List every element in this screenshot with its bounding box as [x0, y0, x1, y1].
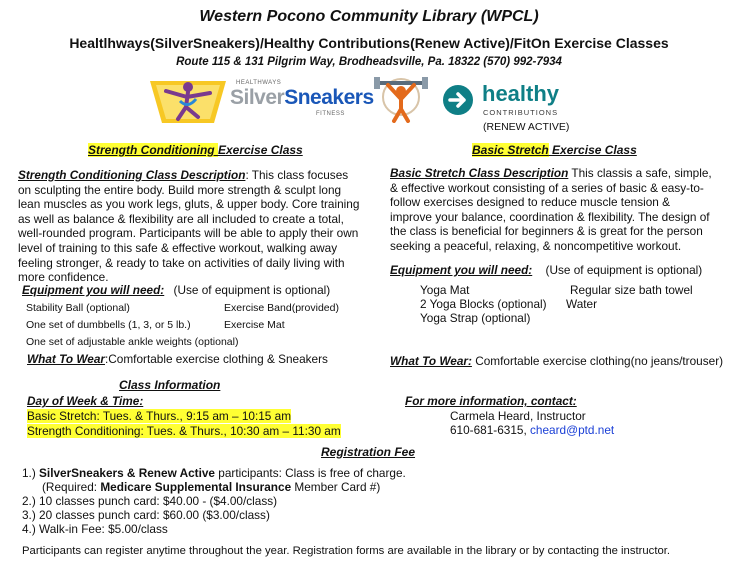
strength-what-to-wear: [27, 352, 328, 367]
strength-wear-text: :Comfortable exercise clothing & Sneakers: [105, 352, 328, 366]
equip-item: One set of dumbbells (1, 3, or 5 lb.): [26, 319, 191, 331]
strength-equipment-line: [22, 283, 330, 298]
renew-active-label: (RENEW ACTIVE): [483, 121, 570, 133]
class-info-heading: [119, 378, 220, 392]
silversneakers-sneakers: Sneakers: [284, 86, 374, 109]
fee-item-3: 3.) 20 classes punch card: $60.00 ($3.00/class): [22, 508, 270, 522]
equip-item: Regular size bath towel: [570, 283, 693, 297]
instructor-phone: 610-681-6315,: [450, 423, 531, 437]
strength-equip-note: (Use of equipment is optional): [173, 283, 331, 297]
stretch-description: [390, 166, 715, 254]
page-subtitle: Healtlhways(SilverSneakers)/Healthy Contributions(Renew Active)/FitOn Exercise Classes: [69, 35, 669, 51]
healthy-contributions-logo: [442, 81, 592, 118]
stretch-wear-label: What To Wear:: [390, 354, 472, 368]
fee-item-1b-pre: (Required:: [42, 480, 101, 494]
stretch-equip-label: Equipment you will need:: [390, 263, 533, 277]
page-title: Western Pocono Community Library (WPCL): [199, 8, 539, 25]
stretch-equipment-line: [390, 263, 702, 278]
schedule-strength-text: Strength Conditioning: Tues. & Thurs., 10:30 am – 11:30 am: [27, 424, 341, 438]
contributions-logo-text: CONTRIBUTIONS: [483, 108, 559, 117]
silversneakers-fitness-text: FITNESS: [316, 111, 345, 117]
stretch-what-to-wear: [390, 354, 723, 369]
day-time-label-text: Day of Week & Time:: [27, 394, 144, 408]
strength-heading-highlight: Strength Conditioning: [88, 143, 218, 157]
stretch-heading-highlight: Basic Stretch: [472, 143, 549, 157]
equip-item: One set of adjustable ankle weights (optional): [26, 336, 239, 348]
equip-item: Yoga Strap (optional): [420, 311, 531, 325]
equip-item: Exercise Mat: [224, 319, 285, 331]
instructor-email-link[interactable]: cheard@ptd.net: [530, 423, 615, 437]
stretch-wear-text: Comfortable exercise clothing(no jeans/trouser): [471, 354, 724, 368]
fee-item-1b: [42, 480, 380, 495]
day-time-label: [27, 394, 143, 409]
equip-item: Exercise Band(provided): [224, 302, 339, 314]
dancer-logo: [148, 75, 228, 125]
fee-item-1-num: 1.): [22, 466, 40, 480]
fee-item-1b-rest: Member Card #): [291, 480, 381, 494]
stretch-class-heading: [472, 143, 637, 157]
registration-heading-text: Registration Fee: [321, 445, 416, 459]
equip-item: 2 Yoga Blocks (optional): [420, 297, 547, 311]
fee-item-4: 4.) Walk-in Fee: $5.00/class: [22, 522, 168, 536]
schedule-stretch-text: Basic Stretch: Tues. & Thurs., 9:15 am – 10:15 am: [27, 409, 292, 423]
fee-item-2: 2.) 10 classes punch card: $40.00 - ($4.00/class): [22, 494, 278, 508]
stretch-desc-text: This classis a safe, simple, & effective workout consisting of a series of basic & easy-to-follow exercises designed to reduce muscle tension & improve your balance, coordination & flexibility. The design of the class is beneficial for beginners & is great for the person seeking a peaceful, relaxing, & noncompetitive workout.: [390, 166, 712, 253]
equip-item: Yoga Mat: [420, 283, 470, 297]
strength-wear-label: What To Wear: [27, 352, 105, 366]
registration-heading: [321, 445, 415, 459]
contact-heading-text: For more information, contact:: [405, 394, 577, 408]
healthy-logo-text: healthy: [482, 81, 560, 106]
contact-line: [450, 423, 614, 438]
strength-desc-label: Strength Conditioning Class Description: [18, 168, 246, 182]
footer-note: Participants can register anytime throughout the year. Registration forms are available in the library or by contacting the instructor.: [22, 545, 671, 557]
stretch-heading-rest: Exercise Class: [548, 143, 637, 157]
fee-item-1-bold: SilverSneakers & Renew Active: [39, 466, 215, 480]
strength-heading-rest: Exercise Class: [217, 143, 303, 157]
fee-item-1b-bold: Medicare Supplemental Insurance: [100, 480, 292, 494]
schedule-line-strength: [27, 424, 341, 439]
equip-item: Water: [566, 297, 598, 311]
library-address: Route 115 & 131 Pilgrim Way, Brodheadsville, Pa. 18322 (570) 992-7934: [176, 56, 562, 68]
strength-desc-text: : This class focuses on sculpting the entire body. Build more strength & sculpt long lean muscles as you work legs, gluts, & upper body. Core training as well as balance & flexibility are all included to create a total, well-rounded program. Participants will be able to apply their own level of training to this safe & effective workout, walking away feeling stronger, & ready to take on activities of daily living with more confidence.: [18, 168, 360, 285]
instructor-name: Carmela Heard, Instructor: [450, 409, 586, 423]
class-info-heading-text: Class Information: [119, 378, 221, 392]
silversneakers-logo: [230, 80, 374, 122]
healthy-arrow-icon: [442, 84, 474, 116]
strength-description: [18, 168, 363, 285]
stretch-equip-note: (Use of equipment is optional): [545, 263, 703, 277]
fiton-logo: [372, 75, 430, 123]
fee-item-1: [22, 466, 406, 481]
schedule-line-stretch: [27, 409, 291, 424]
strength-class-heading: [88, 143, 303, 157]
silversneakers-top-text: HEALTHWAYS: [236, 80, 282, 86]
silversneakers-silver: Silver: [230, 86, 285, 109]
contact-heading: [405, 394, 577, 409]
fee-item-1-rest: participants: Class is free of charge.: [215, 466, 406, 480]
equip-item: Stability Ball (optional): [26, 302, 130, 314]
stretch-desc-label: Basic Stretch Class Description: [390, 166, 569, 180]
strength-equip-label: Equipment you will need:: [22, 283, 165, 297]
